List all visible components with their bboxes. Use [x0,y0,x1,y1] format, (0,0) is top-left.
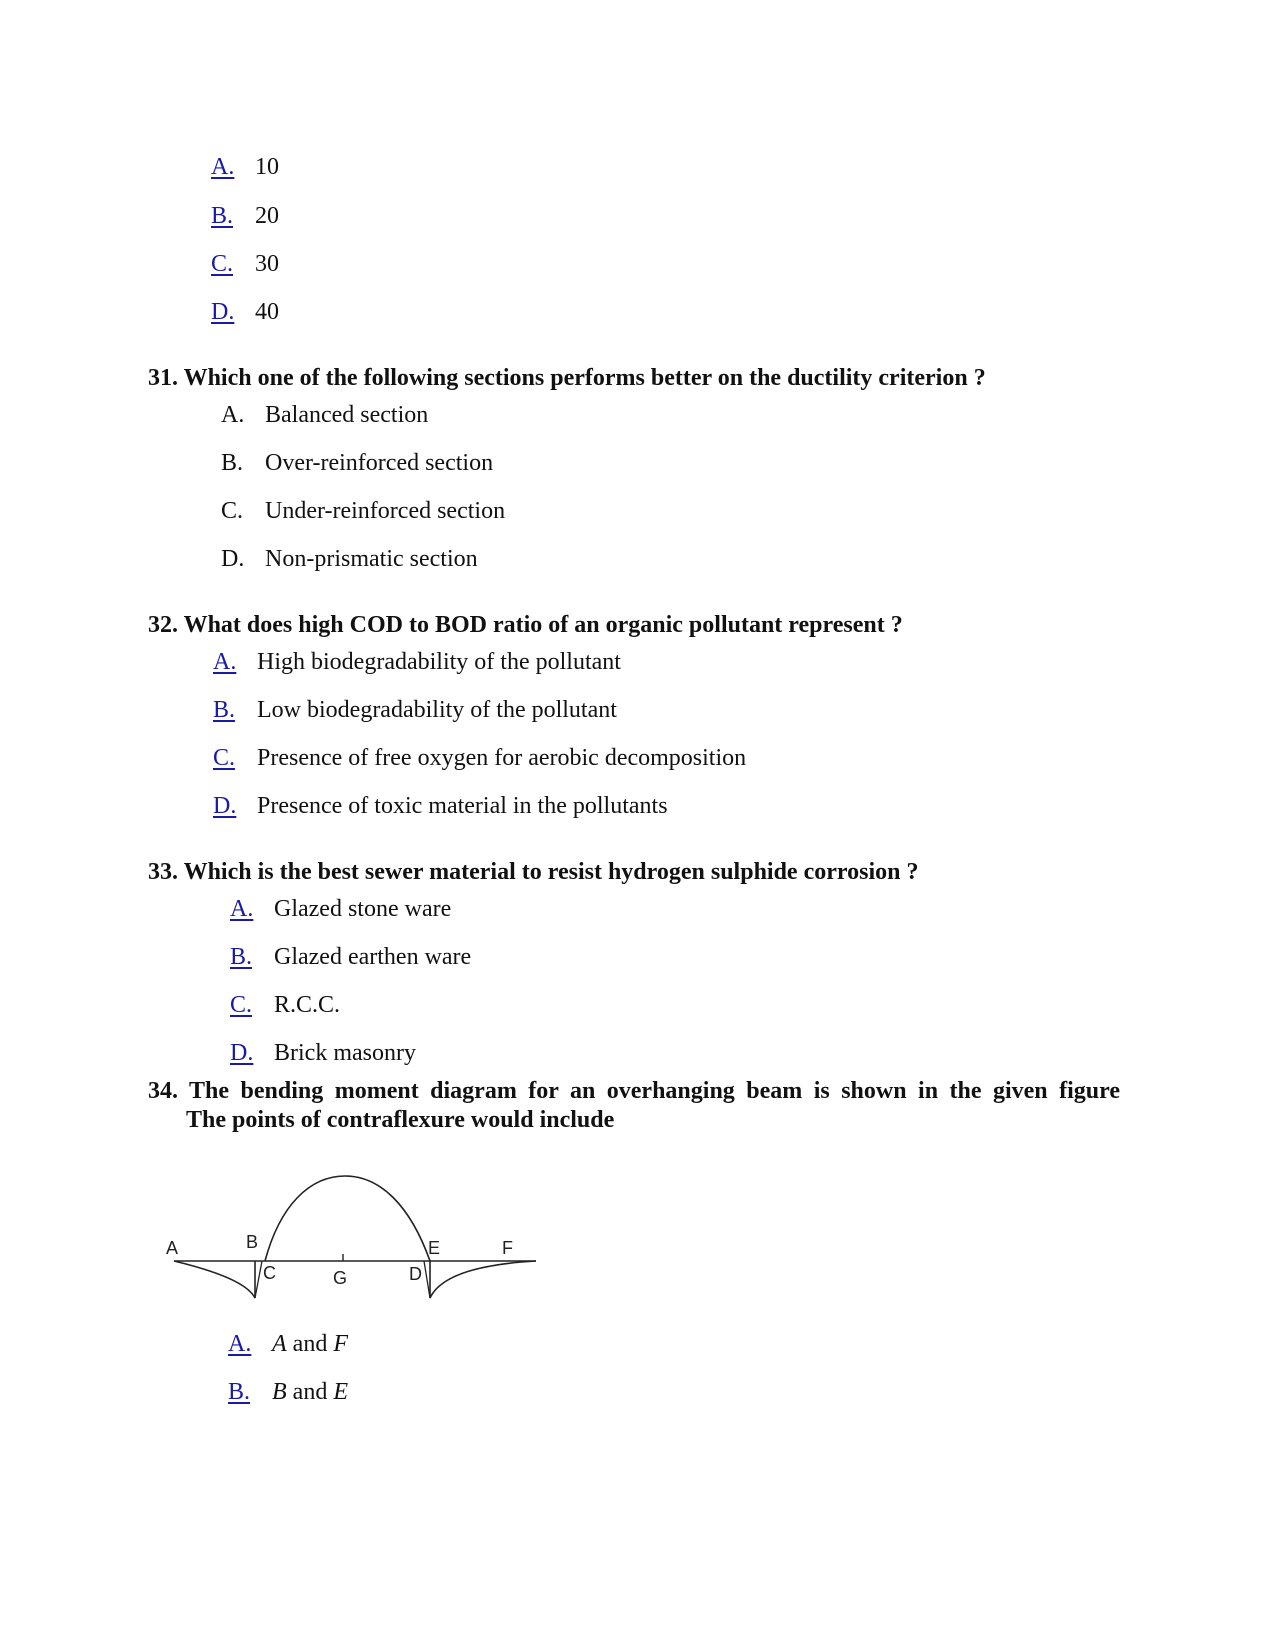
option-text: Glazed earthen ware [274,944,472,970]
label-f: F [502,1238,513,1258]
question-31 [148,364,986,392]
question-text: Which one of the following sections performs better on the ductility criterion ? [183,365,986,391]
option-link[interactable]: D. [230,1040,254,1066]
list-item [230,943,471,971]
option-text: Under-reinforced section [265,498,506,524]
point-label: E [333,1379,348,1405]
option-text: 30 [255,251,279,277]
option-text: Balanced section [265,402,429,428]
option-letter: A. [221,402,245,428]
option-link[interactable]: B. [211,203,234,229]
question-number: 31. [148,365,178,391]
label-a: A [166,1238,179,1258]
list-item [213,648,621,676]
question-34 [148,1077,1120,1135]
question-number: 33. [148,859,178,885]
list-item [213,792,668,820]
option-text: 10 [255,154,279,180]
list-item [221,401,428,429]
option-text: High biodegradability of the pollutant [257,649,621,675]
list-item [211,250,279,278]
question-number: 34. [148,1078,178,1104]
option-link[interactable]: D. [213,793,237,819]
option-link[interactable]: C. [213,745,236,771]
option-text: Glazed stone ware [274,896,452,922]
question-text: What does high COD to BOD ratio of an organic pollutant represent ? [183,612,903,638]
option-link[interactable]: A. [230,896,254,922]
label-e: E [428,1238,441,1258]
option-link[interactable]: A. [211,154,235,180]
option-letter: B. [221,450,244,476]
list-item [221,497,505,525]
question-text-line1 [148,1077,1120,1106]
option-text: Presence of toxic material in the pollutants [257,793,668,819]
option-text: 20 [255,203,279,229]
question-text-line2: The points of contraflexure would include [186,1107,615,1133]
hogging-moment-curve-right [430,1261,536,1298]
sagging-moment-curve [265,1176,430,1261]
label-g: G [333,1268,348,1288]
point-label: A [272,1331,287,1357]
list-item [228,1330,348,1358]
point-label: B [272,1379,287,1405]
list-item [213,744,746,772]
list-item [221,545,478,573]
hogging-moment-curve-left [174,1261,255,1298]
option-letter: C. [221,498,244,524]
question-text: The bending moment diagram for an overhanging beam is shown in the given figure [189,1078,1120,1104]
option-text: Brick masonry [274,1040,416,1066]
bending-moment-diagram [160,1160,550,1320]
option-link[interactable]: B. [228,1379,251,1405]
question-32 [148,611,903,639]
option-link[interactable]: B. [230,944,253,970]
option-link[interactable]: D. [211,299,235,325]
question-33 [148,858,918,886]
point-label: F [333,1331,348,1357]
option-link[interactable]: C. [230,992,253,1018]
option-text: and [286,1379,334,1405]
option-link[interactable]: C. [211,251,234,277]
list-item [230,1039,416,1067]
option-text: R.C.C. [274,992,341,1018]
label-c: C [263,1263,276,1283]
option-link[interactable]: A. [228,1331,252,1357]
list-item [213,696,617,724]
option-link[interactable]: A. [213,649,237,675]
option-link[interactable]: B. [213,697,236,723]
question-number: 32. [148,612,178,638]
list-item [230,895,451,923]
option-text: Low biodegradability of the pollutant [257,697,617,723]
list-item [211,202,279,230]
list-item [211,298,279,326]
list-item [221,449,493,477]
option-text: Presence of free oxygen for aerobic decomposition [257,745,747,771]
right-cusp-tip [424,1261,430,1298]
option-letter: D. [221,546,245,572]
list-item [228,1378,348,1406]
option-text: and [286,1331,334,1357]
label-b: B [246,1232,259,1252]
list-item [230,991,340,1019]
option-text: Over-reinforced section [265,450,494,476]
left-cusp-tip [255,1261,262,1298]
question-text: Which is the best sewer material to resist hydrogen sulphide corrosion ? [183,859,919,885]
option-text: Non-prismatic section [265,546,478,572]
label-d: D [409,1264,422,1284]
option-text: 40 [255,299,279,325]
list-item [211,153,279,181]
